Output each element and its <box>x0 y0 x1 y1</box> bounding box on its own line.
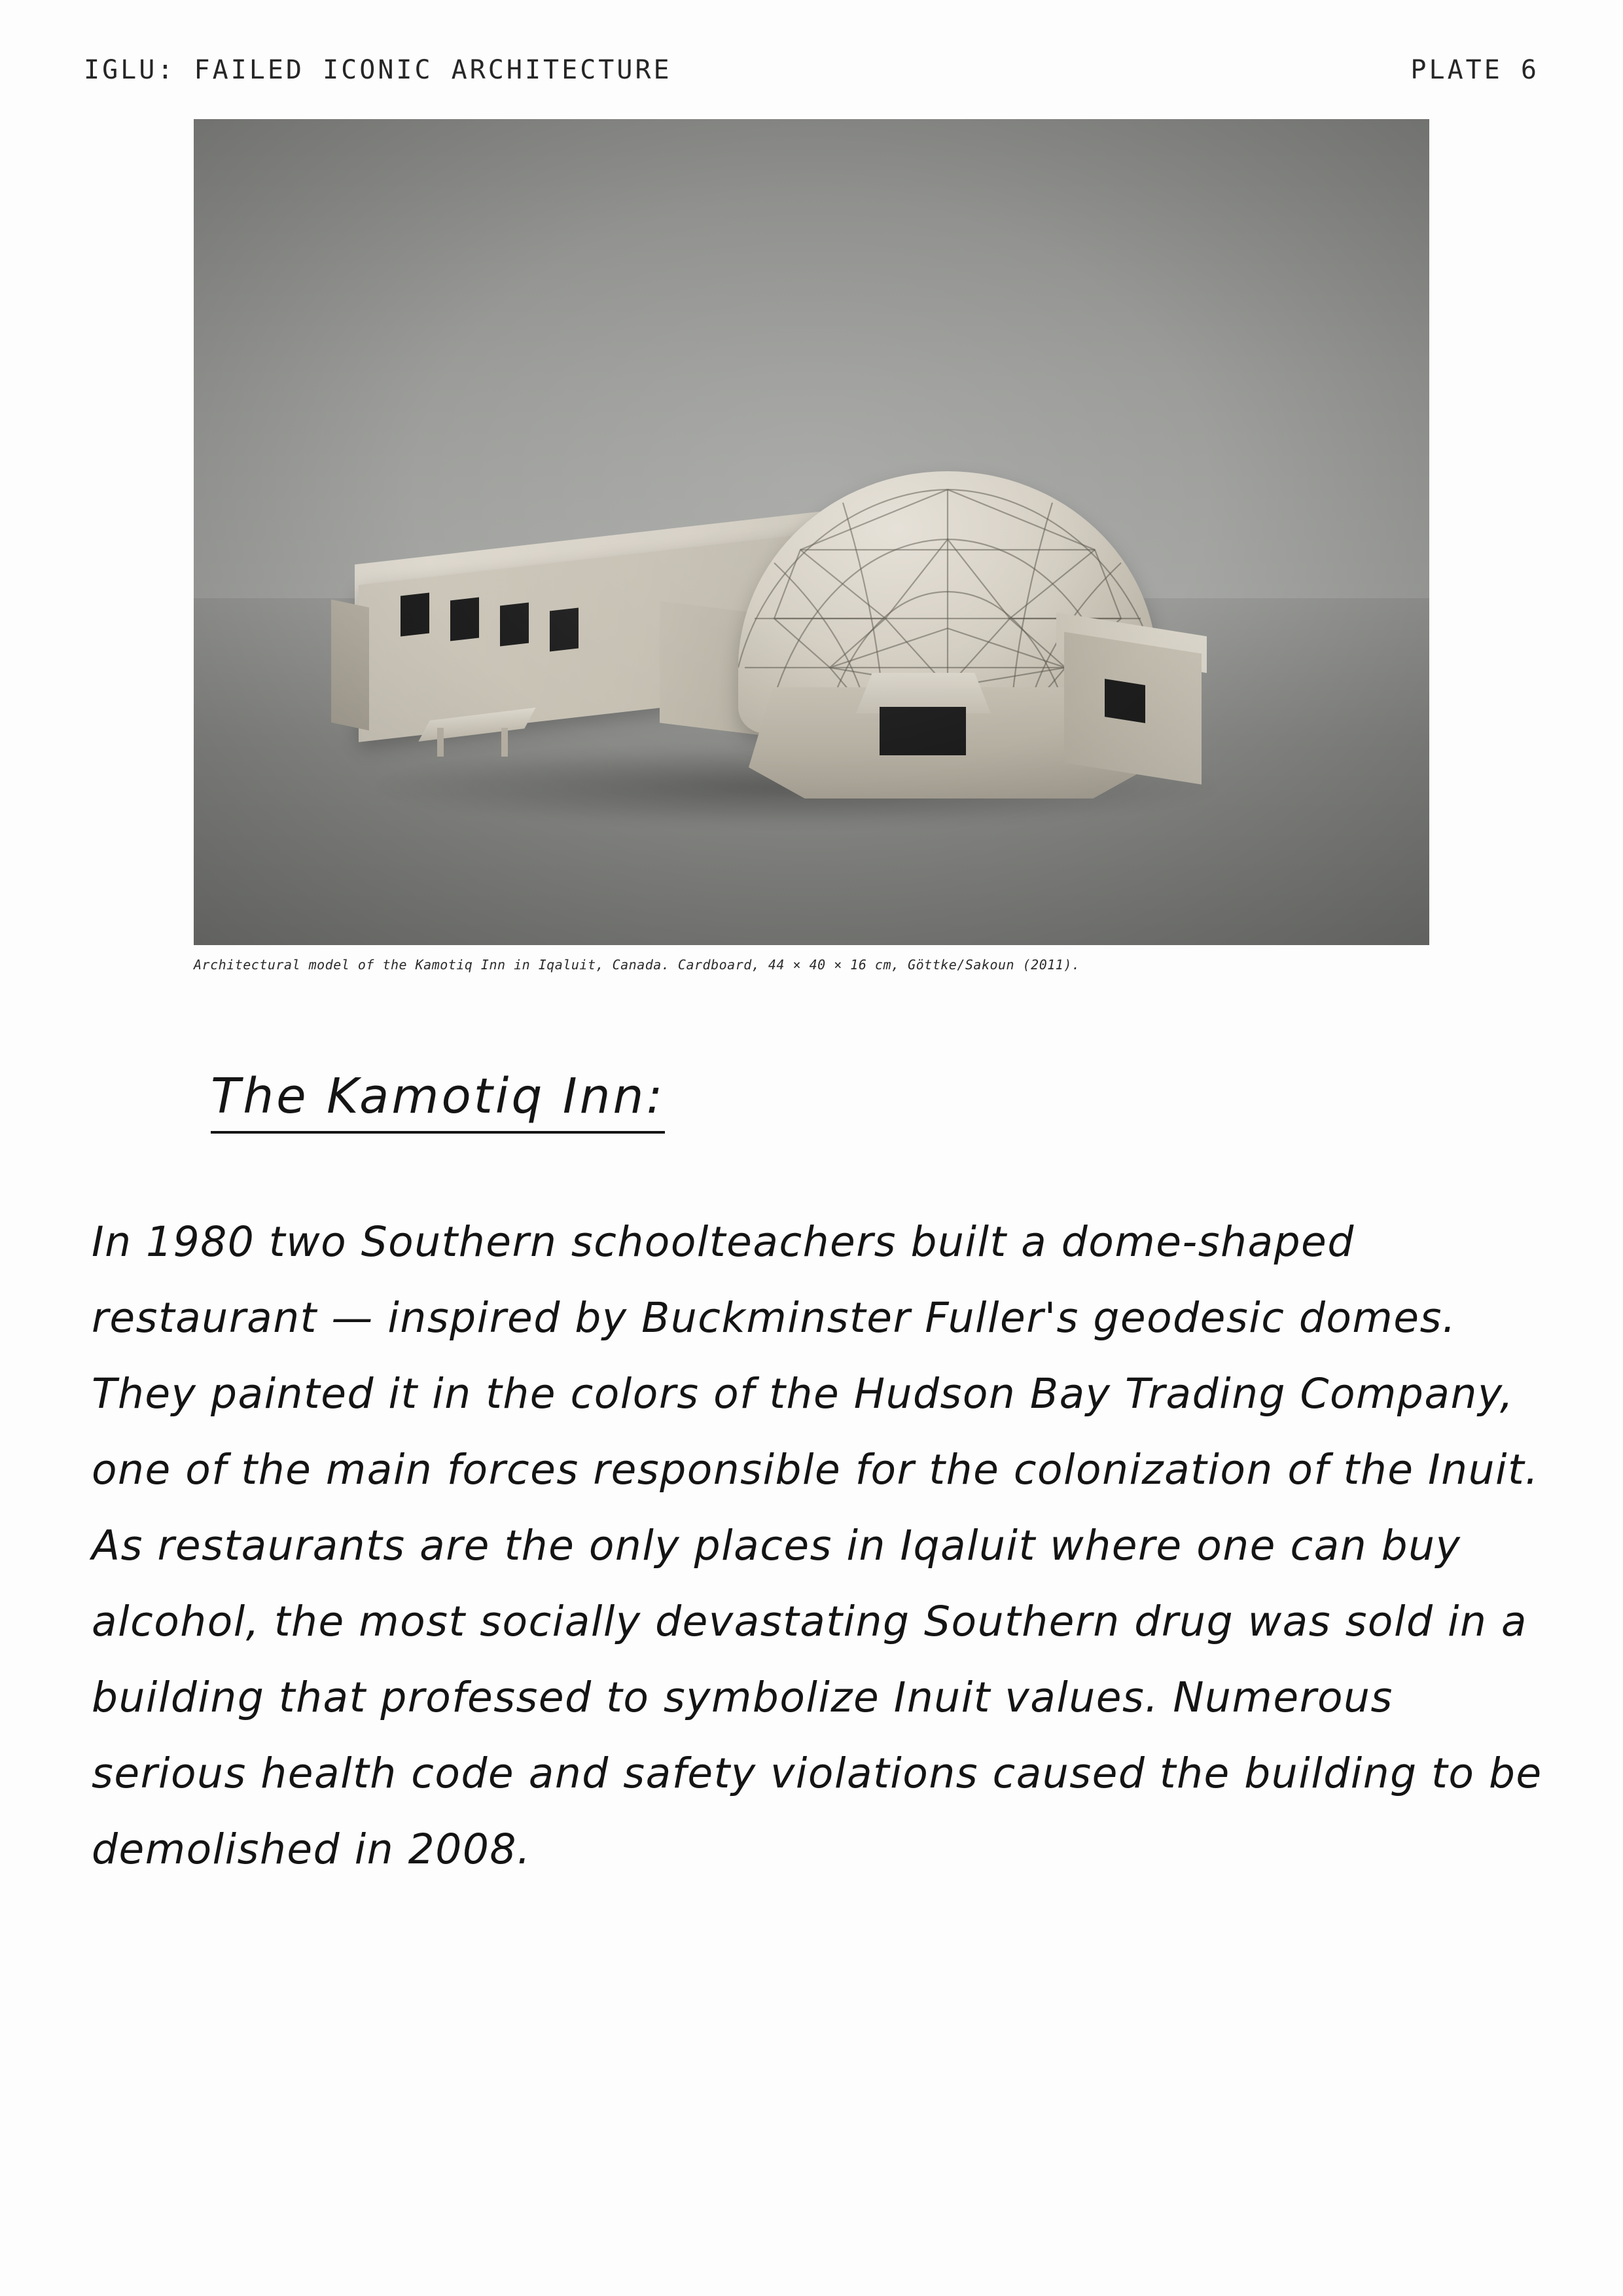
photo-vignette <box>194 119 1429 945</box>
plate-number: PLATE 6 <box>1410 55 1539 85</box>
section-heading: The Kamotiq Inn: <box>211 1068 665 1134</box>
figure-caption: Architectural model of the Kamotiq Inn in Iqaluit, Canada. Cardboard, 44 × 40 × 16 cm, Göttke/Sakoun (2011). <box>194 957 1080 973</box>
plate-photograph <box>194 119 1429 945</box>
body-paragraph: In 1980 two Southern schoolteachers built a dome-shaped restaurant — inspired by Buckminster Fuller's geodesic domes. They painted it in the colors of the Hudson Bay Trading Company, one of the main forces responsible for the colonization of the Inuit. As restaurants are the only places in Iqaluit where one can buy alcohol, the most socially devastating Southern drug was sold in a building that professed to symbolize Inuit values. Numerous serious health code and safety violations caused the building to be demolished in 2008. <box>92 1218 1543 1873</box>
running-head-title: IGLU: FAILED ICONIC ARCHITECTURE <box>84 55 672 85</box>
body-text <box>92 1204 1544 1888</box>
running-head <box>84 47 1539 93</box>
figure <box>194 119 1429 973</box>
